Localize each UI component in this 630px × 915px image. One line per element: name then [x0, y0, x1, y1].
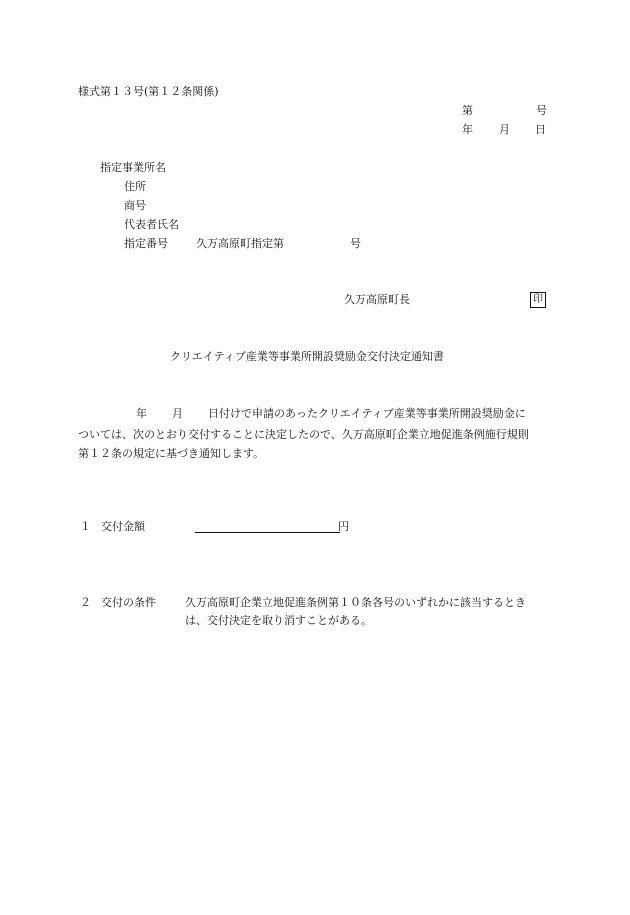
designation-prefix: 久万高原町指定第	[196, 237, 284, 250]
item-2-text-line1: 久万高原町企業立地促進条例第１０条各号のいずれかに該当するとき	[185, 596, 526, 609]
amount-underline	[195, 531, 340, 533]
body-year: 年	[136, 407, 147, 420]
designation-number-label: 指定番号	[124, 237, 168, 250]
item-1-number: １	[80, 520, 91, 533]
body-line1: 日付けで申請のあったクリエイティブ産業等事業所開設奨励金に	[208, 407, 526, 420]
trade-name-label: 商号	[124, 199, 146, 212]
seal-mark: 印	[530, 292, 546, 308]
body-month: 月	[172, 407, 183, 420]
address-label: 住所	[124, 180, 146, 193]
item-1-unit: 円	[338, 520, 349, 533]
document-number-prefix: 第	[462, 104, 473, 117]
representative-label: 代表者氏名	[124, 218, 179, 231]
form-number-header: 様式第１３号(第１２条関係)	[78, 85, 219, 98]
body-line3: 第１２条の規定に基づき通知します。	[78, 447, 265, 460]
date-day: 日	[535, 123, 546, 136]
document-title: クリエイティブ産業等事業所開設奨励金交付決定通知書	[170, 350, 444, 363]
item-2-number: ２	[80, 596, 91, 609]
date-year: 年	[462, 123, 473, 136]
date-month: 月	[499, 123, 510, 136]
body-line2: ついては、次のとおり交付することに決定したので、久万高原町企業立地促進条例施行規則	[78, 428, 529, 441]
issuer-title: 久万高原町長	[344, 293, 410, 306]
designation-suffix: 号	[350, 237, 361, 250]
office-name-label: 指定事業所名	[100, 161, 166, 174]
item-2-text-line2: は、交付決定を取り消すことがある。	[185, 614, 372, 627]
document-number-suffix: 号	[536, 104, 547, 117]
item-1-label: 交付金額	[101, 520, 145, 533]
item-2-label: 交付の条件	[101, 596, 156, 609]
